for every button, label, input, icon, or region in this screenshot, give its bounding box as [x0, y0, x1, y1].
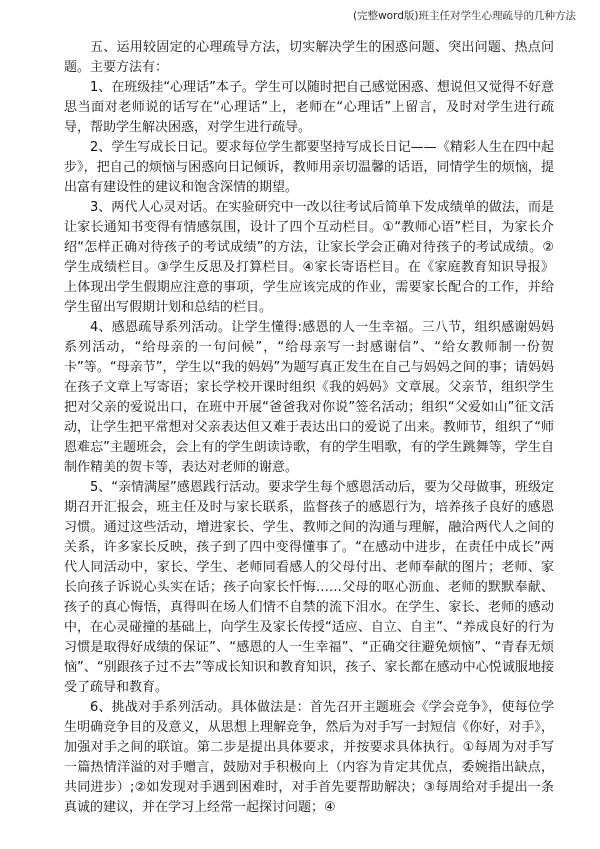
document-body	[64, 38, 554, 818]
paragraph-5: 5、“亲情满屋”感恩践行活动。要求学生每个感恩活动后，要为父母做事，班级定期召开汇报会，班主任及时与家长联系，监督孩子的感恩行为，培养孩子良好的感恩习惯。通过这些活动，增进家长、学生、教师之间的沟通与理解，融洽两代人之间的关系，许多家长反映，孩子到了四中变得懂事了。“在感动中进步，在责任中成长”两代人同活动中，家长、学生、老师同看感人的父母付出、老师奉献的图片；老师、家长向孩子诉说心头实在话；孩子向家长忏悔……父母的呕心沥血、老师的默默奉献、孩子的真心悔悟，真得叫在场人们情不自禁的流下泪水。在学生、家长、老师的感动中，在心灵碰撞的基础上，向学生及家长传授“适应、自立、自主”、“养成良好的行为习惯是取得好成绩的保证”、“感恩的人一生幸福”、“正确交往避免烦恼”、“青春无烦恼”、“别跟孩子过不去”等成长知识和教育知识，孩子、家长都在感动中心悦诚服地接受了疏导和教育。	[64, 480, 554, 695]
paragraph-2: 2、学生写成长日记。要求每位学生都要坚持写成长日记——《精彩人生在四中起步》，把自己的烦恼与困惑向日记倾诉，教师用亲切温馨的话语，同情学生的烦恼，提出富有建设性的建议和饱含深情的期望。	[64, 140, 554, 195]
paragraph-4: 4、感恩疏导系列活动。让学生懂得:感恩的人一生幸福。三八节，组织感谢妈妈系列活动，“给母亲的一句问候”，“给母亲写一封感谢信”、“给女教师制一份贺卡”等。“母亲节”，学生以“我的妈妈”为题写真正发生在自己与妈妈之间的事；请妈妈在孩子文章上写寄语；家长学校开课时组织《我的妈妈》文章展。父亲节，组织学生把对父亲的爱说出口，在班中开展“爸爸我对你说”签名活动；组织“父爱如山”征文活动，让学生把平常想对父亲表达但又难于表达出口的爱说了出来。教师节，组织了“师恩难忘”主题班会，会上有的学生朗读诗歌，有的学生唱歌，有的学生跳舞等，学生自制作精美的贺卡等，表达对老师的谢意。	[64, 320, 554, 475]
paragraph-1: 1、在班级挂“心理话”本子。学生可以随时把自己感觉困惑、想说但又觉得不好意思当面对老师说的话写在“心理话”上，老师在“心理话”上留言，及时对学生进行疏导，帮助学生解决困惑，对学生进行疏导。	[64, 80, 554, 135]
paragraph-intro: 五、运用较固定的心理疏导方法，切实解决学生的困惑问题、突出问题、热点问题。主要方法有：	[64, 40, 554, 75]
paragraph-6: 6、挑战对手系列活动。具体做法是：首先召开主题班会《学会竞争》，使每位学生明确竞争目的及意义，从思想上理解竞争，然后为对手写一封短信《你好，对手》，加强对手之间的联谊。第二步是提出具体要求，并按要求具体执行。①每周为对手写一篇热情洋溢的对手赠言，鼓励对手积极向上（内容为肯定其优点，委婉指出缺点，共同进步）;②如发现对手遇到困难时，对手首先要帮助解决；③每周给对手提出一条真诚的建议，并在学习上经常一起探讨问题；④	[64, 700, 554, 815]
paragraph-3: 3、两代人心灵对话。在实验研究中一改以往考试后简单下发成绩单的做法，而是让家长通知书变得有情感氛围，设计了四个互动栏目。①“教师心语”栏目，为家长介绍“怎样正确对待孩子的考试成绩”的方法，让家长学会正确对待孩子的考试成绩。②学生成绩栏目。③学生反思及打算栏目。④家长寄语栏目。在《家庭教育知识导报》上体现出学生假期应注意的事项，学生应该完成的作业，需要家长配合的工作，并给学生留出写假期计划和总结的栏目。	[64, 200, 554, 315]
page-header: (完整word版)班主任对学生心理疏导的几种方法	[352, 10, 576, 22]
